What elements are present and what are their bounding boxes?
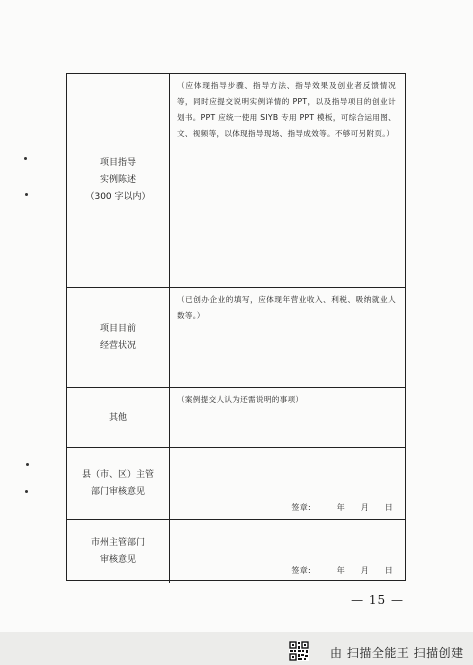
row-content-field[interactable]	[170, 74, 405, 287]
row-instruction-text: （应体现指导步骤、指导方法、指导效果及创业者反馈情况等，同时应提交说明实例详情的 PPT，以及指导项目的创业计划书。PPT 应统一使用 SIYB 专用 PPT 模板，可综合运用图、文、视频等，以体现指导现场、指导成效等。不够可另附页。）	[177, 81, 396, 138]
row-label-line: 经营状况	[99, 341, 136, 351]
month-label: 月	[360, 566, 369, 575]
seal-label: 签章:	[291, 566, 311, 575]
row-instruction-text: （已创办企业的填写，应体现年营业收入、利税、吸纳就业人数等。）	[177, 295, 396, 320]
row-content-field[interactable]	[170, 520, 405, 583]
row-instruction-text: （案例提交人认为还需说明的事项）	[177, 395, 304, 404]
margin-mark	[25, 193, 28, 196]
row-label	[67, 74, 170, 287]
row-label-line: 市州主管部门	[90, 537, 145, 548]
seal-date-line	[291, 500, 393, 516]
application-form-table	[66, 73, 406, 581]
row-label-line: 部门审核意见	[90, 487, 145, 497]
table-row	[67, 74, 405, 287]
table-row	[67, 519, 405, 583]
day-label: 日	[384, 566, 393, 575]
row-label-line: 县（市、区）主管	[81, 470, 154, 480]
row-label-line: 审核意见	[99, 554, 136, 565]
table-row	[67, 387, 405, 448]
margin-mark	[25, 490, 28, 493]
row-label	[67, 520, 170, 583]
qr-code-icon	[289, 641, 309, 661]
seal-date-line	[291, 563, 393, 579]
page-number: — 15 —	[351, 593, 404, 607]
row-content-field[interactable]	[170, 388, 405, 448]
day-label: 日	[384, 503, 393, 512]
row-label-line: 项目指导	[99, 158, 136, 168]
margin-mark	[26, 463, 29, 466]
seal-label: 签章:	[291, 503, 311, 512]
month-label: 月	[360, 503, 369, 512]
row-label-line: 其他	[108, 412, 127, 423]
row-label	[67, 288, 170, 388]
row-label-line: 项目目前	[99, 324, 136, 334]
row-content-field[interactable]	[170, 288, 405, 388]
row-label-line: 实例陈述	[99, 175, 136, 185]
row-label	[67, 448, 170, 520]
row-label	[67, 388, 170, 448]
table-row	[67, 287, 405, 388]
margin-mark	[24, 157, 27, 160]
row-label-line: （300 字以内）	[85, 192, 151, 202]
year-label: 年	[336, 503, 345, 512]
table-row	[67, 447, 405, 520]
year-label: 年	[336, 566, 345, 575]
row-content-field[interactable]	[170, 448, 405, 520]
scanner-watermark-text: 由 扫描全能王 扫描创建	[330, 646, 464, 660]
